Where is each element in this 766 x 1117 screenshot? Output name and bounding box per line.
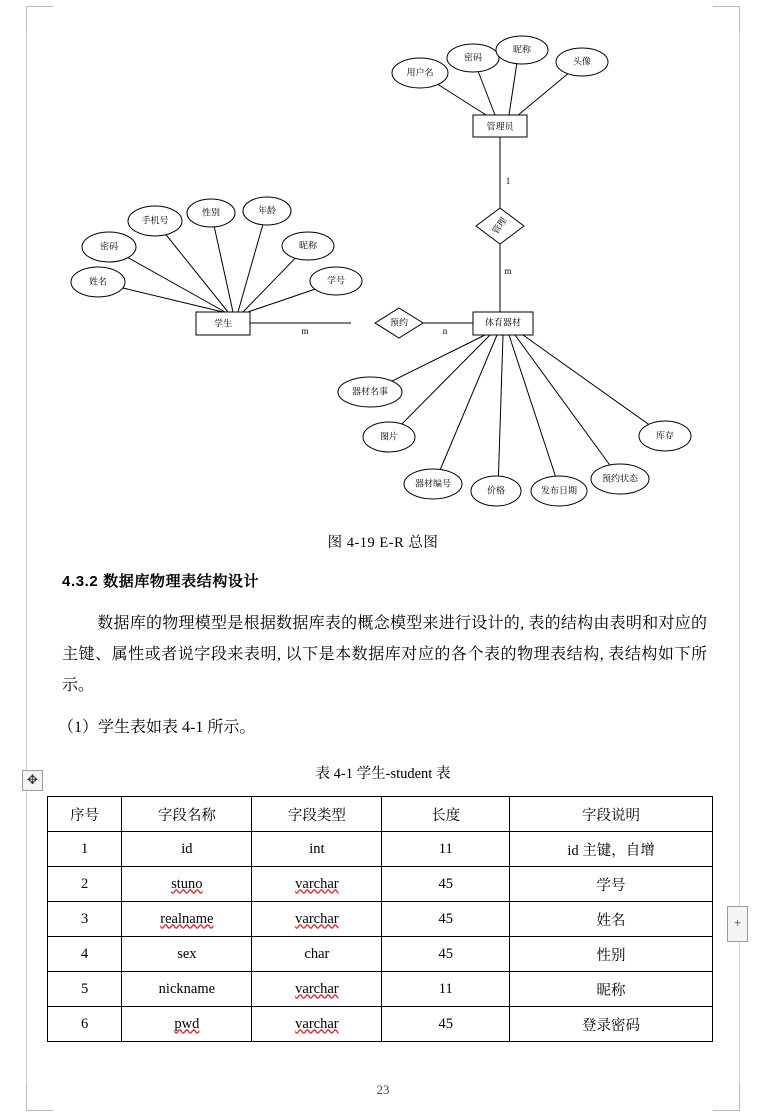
table-cell-field: sex	[122, 937, 252, 972]
section-heading: 4.3.2 数据库物理表结构设计	[62, 573, 260, 590]
table-cell-desc: 昵称	[510, 972, 713, 1007]
er-attr-label: 预约状态	[601, 473, 639, 484]
table-header-cell: 序号	[48, 797, 122, 832]
table-cell-type: varchar	[252, 1007, 382, 1042]
er-attr-label: 密码	[99, 241, 119, 252]
table-cell-field: id	[122, 832, 252, 867]
er-attr-label: 密码	[463, 52, 483, 63]
table-header-row	[48, 797, 713, 832]
table-cell-type: varchar	[252, 902, 382, 937]
table-cell-length: 11	[382, 832, 510, 867]
er-attr-label: 头像	[572, 56, 592, 67]
table-row	[48, 972, 713, 1007]
table-cell-field: pwd	[122, 1007, 252, 1042]
er-cardinality-1: 1	[505, 176, 511, 186]
er-attr-label: 器材编号	[414, 478, 452, 489]
table-cell-type: varchar	[252, 867, 382, 902]
er-attr-label: 手机号	[141, 215, 169, 226]
er-cardinality-m: m	[504, 266, 512, 276]
table-row	[48, 867, 713, 902]
er-attr-label: 昵称	[512, 44, 532, 55]
table-header-cell: 字段名称	[122, 797, 252, 832]
student-table	[47, 796, 713, 1042]
table-cell-desc: 性别	[510, 937, 713, 972]
table-cell-desc: 姓名	[510, 902, 713, 937]
table-header-cell: 字段说明	[510, 797, 713, 832]
table-cell-field: nickname	[122, 972, 252, 1007]
page-number: 23	[376, 1082, 390, 1097]
er-attr-label: 发布日期	[540, 485, 578, 496]
figure-caption: 图 4-19 E-R 总图	[327, 535, 439, 551]
table-cell-length: 45	[382, 867, 510, 902]
table-cell-no: 5	[48, 972, 122, 1007]
table-cell-no: 3	[48, 902, 122, 937]
table-header-cell: 字段类型	[252, 797, 382, 832]
er-cardinality-m2: m	[301, 326, 309, 336]
table-cell-length: 45	[382, 902, 510, 937]
table-cell-length: 45	[382, 1007, 510, 1042]
er-attr-label: 库存	[655, 430, 675, 441]
er-entity-label: 管理员	[486, 121, 514, 132]
table-cell-desc: 登录密码	[510, 1007, 713, 1042]
table-cell-field: stuno	[122, 867, 252, 902]
er-entity-label: 学生	[213, 318, 233, 329]
table-cell-no: 4	[48, 937, 122, 972]
table-cell-desc: 学号	[510, 867, 713, 902]
er-attr-label: 用户名	[406, 67, 434, 78]
table-cell-type: varchar	[252, 972, 382, 1007]
er-attr-label: 昵称	[298, 240, 318, 251]
er-attr-label: 年龄	[257, 205, 277, 216]
table-cell-type: int	[252, 832, 382, 867]
table-cell-no: 6	[48, 1007, 122, 1042]
paragraph-text: 数据库的物理模型是根据数据库表的概念模型来进行设计的, 表的结构由表明和对应的主键、属性或者说字段来表明, 以下是本数据库对应的各个表的物理表结构, 表结构如下所示。	[62, 615, 707, 694]
body-paragraph	[62, 608, 707, 701]
table-cell-no: 2	[48, 867, 122, 902]
page-edge-left	[26, 32, 27, 1085]
table-cell-field: realname	[122, 902, 252, 937]
list-item-1: （1）学生表如表 4-1 所示。	[58, 719, 256, 736]
er-relationship-label: 管理	[490, 215, 509, 236]
table-cell-type: char	[252, 937, 382, 972]
er-entity-label: 体育器材	[484, 317, 522, 328]
er-attr-label: 性别	[201, 207, 221, 218]
er-attr-label: 学号	[326, 275, 346, 286]
er-relationship-label: 预约	[389, 317, 409, 328]
table-cell-no: 1	[48, 832, 122, 867]
er-diagram	[45, 12, 721, 522]
table-caption: 表 4-1 学生-student 表	[315, 766, 451, 782]
table-move-handle[interactable]: ✥	[22, 770, 43, 791]
table-row	[48, 832, 713, 867]
table-cell-length: 11	[382, 972, 510, 1007]
table-cell-desc: id 主键，自增	[510, 832, 713, 867]
table-row	[48, 937, 713, 972]
table-add-row-handle[interactable]: +	[727, 906, 748, 942]
table-cell-length: 45	[382, 937, 510, 972]
table-row	[48, 902, 713, 937]
table-header-cell: 长度	[382, 797, 510, 832]
er-attr-label: 姓名	[88, 276, 108, 287]
er-attr-label: 器材名事	[351, 386, 389, 397]
er-attr-label: 图片	[379, 431, 399, 442]
table-row	[48, 1007, 713, 1042]
er-cardinality-n: n	[442, 326, 448, 336]
er-attr-label: 价格	[486, 485, 506, 496]
